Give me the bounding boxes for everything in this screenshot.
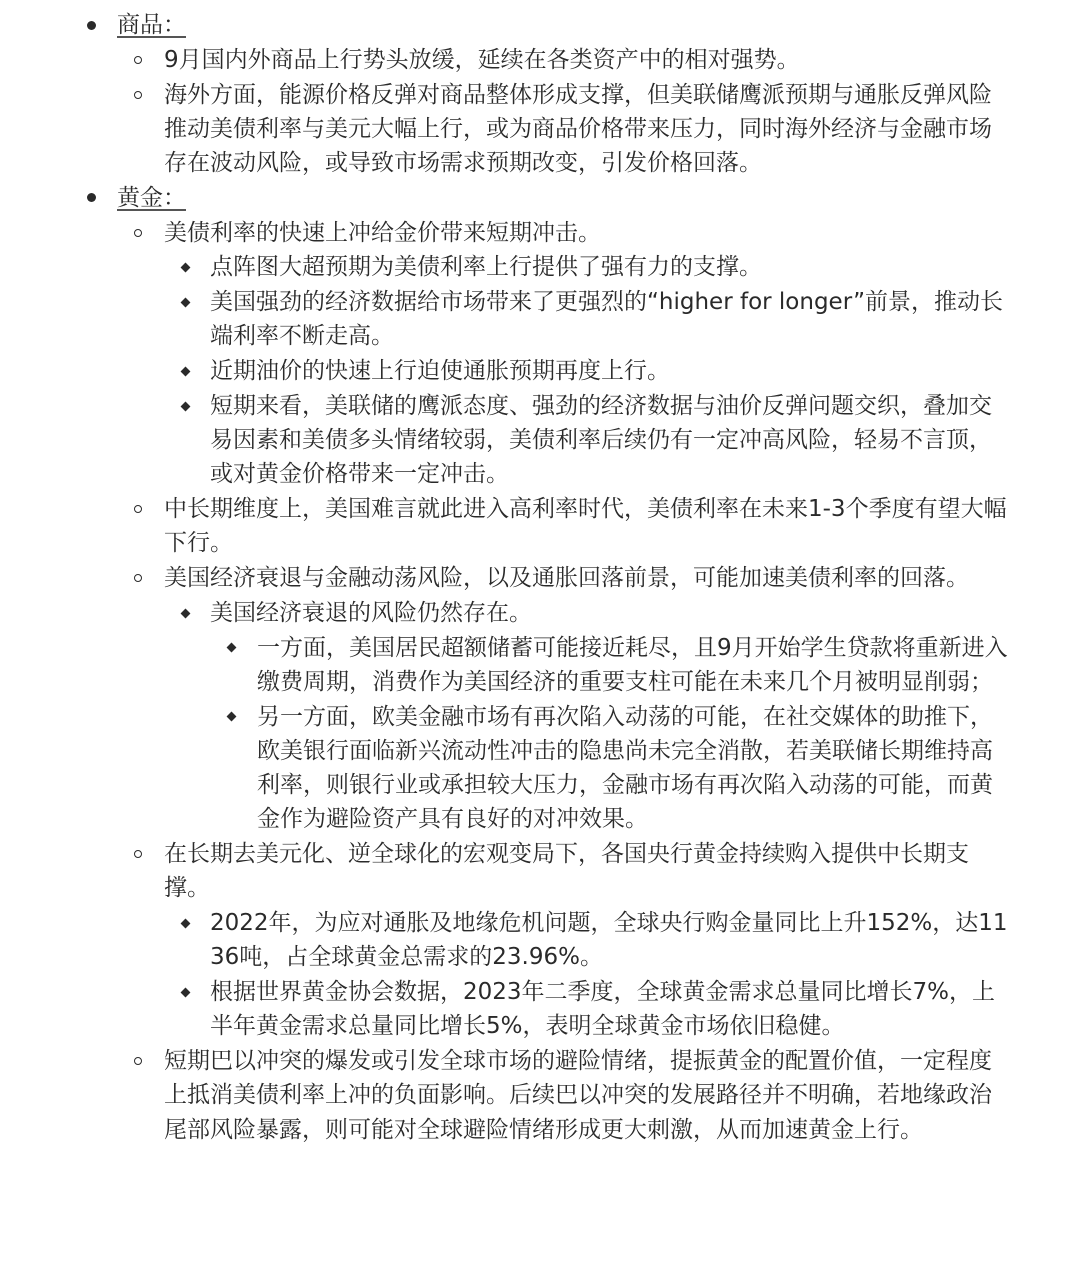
bullet-diamond-icon bbox=[175, 906, 195, 940]
bullet-diamond-icon bbox=[175, 250, 195, 284]
list-item bbox=[0, 906, 1080, 974]
list-item-text: 海外方面，能源价格反弹对商品整体形成支撑，但美联储鹰派预期与通胀反弹风险推动美债利率与美元大幅上行，或为商品价格带来压力，同时海外经济与金融市场存在波动风险，或导致市场需求预期改变，引发价格回落。 bbox=[164, 81, 992, 176]
list-item bbox=[0, 285, 1080, 353]
bullet-diamond-icon bbox=[175, 596, 195, 630]
bullet-circle-icon bbox=[128, 216, 148, 250]
bullet-circle-icon bbox=[128, 561, 148, 595]
list-item bbox=[0, 216, 1080, 250]
bullet-circle-icon bbox=[128, 837, 148, 871]
list-item bbox=[0, 389, 1080, 492]
bullet-dot-icon bbox=[81, 181, 101, 215]
section-heading-gold bbox=[0, 181, 1080, 215]
list-item bbox=[0, 837, 1080, 905]
list-item bbox=[0, 250, 1080, 284]
bullet-dot-icon bbox=[81, 8, 101, 42]
list-item bbox=[0, 354, 1080, 388]
list-item-text: 美国经济衰退的风险仍然存在。 bbox=[210, 599, 532, 626]
list-item bbox=[0, 596, 1080, 630]
bullet-diamond-icon bbox=[221, 700, 241, 734]
bullet-diamond-icon bbox=[175, 389, 195, 423]
list-item-text: 美国经济衰退与金融动荡风险，以及通胀回落前景，可能加速美债利率的回落。 bbox=[164, 565, 969, 592]
section-heading-commodities bbox=[0, 8, 1080, 42]
bullet-circle-icon bbox=[128, 78, 148, 112]
bullet-circle-icon bbox=[128, 1044, 148, 1078]
list-item-text: 2022年，为应对通胀及地缘危机问题，全球央行购金量同比上升152%，达1136吨，占全球黄金总需求的23.96%。 bbox=[210, 910, 1008, 971]
bullet-diamond-icon bbox=[221, 631, 241, 665]
bullet-diamond-icon bbox=[175, 354, 195, 388]
list-item bbox=[0, 43, 1080, 77]
list-item bbox=[0, 78, 1080, 181]
bullet-diamond-icon bbox=[175, 975, 195, 1009]
list-item-text: 中长期维度上，美国难言就此进入高利率时代，美债利率在未来1-3个季度有望大幅下行。 bbox=[164, 496, 1007, 557]
list-item-text: 在长期去美元化、逆全球化的宏观变局下，各国央行黄金持续购入提供中长期支撑。 bbox=[164, 841, 969, 902]
list-item bbox=[0, 700, 1080, 837]
list-item-text: 近期油价的快速上行迫使通胀预期再度上行。 bbox=[210, 358, 670, 385]
list-item bbox=[0, 561, 1080, 595]
list-item bbox=[0, 1044, 1080, 1147]
list-item-text: 美债利率的快速上冲给金价带来短期冲击。 bbox=[164, 219, 601, 246]
bullet-circle-icon bbox=[128, 43, 148, 77]
list-item-text: 点阵图大超预期为美债利率上行提供了强有力的支撑。 bbox=[210, 254, 762, 281]
list-item-text: 一方面，美国居民超额储蓄可能接近耗尽，且9月开始学生贷款将重新进入缴费周期，消费作为美国经济的重要支柱可能在未来几个月被明显削弱； bbox=[257, 634, 1008, 695]
heading-text: 商品： bbox=[117, 12, 186, 38]
list-item bbox=[0, 631, 1080, 699]
list-item-text: 另一方面，欧美金融市场有再次陷入动荡的可能，在社交媒体的助推下，欧美银行面临新兴流动性冲击的隐患尚未完全消散，若美联储长期维持高利率，则银行业或承担较大压力，金融市场有再次陷入动荡的可能，而黄金作为避险资产具有良好的对冲效果。 bbox=[257, 703, 993, 833]
bullet-circle-icon bbox=[128, 492, 148, 526]
document-body bbox=[0, 8, 1080, 1147]
list-item-text: 短期巴以冲突的爆发或引发全球市场的避险情绪，提振黄金的配置价值，一定程度上抵消美债利率上冲的负面影响。后续巴以冲突的发展路径并不明确，若地缘政治尾部风险暴露，则可能对全球避险情绪形成更大刺激，从而加速黄金上行。 bbox=[164, 1048, 992, 1143]
list-item-text: 短期来看，美联储的鹰派态度、强劲的经济数据与油价反弹问题交织，叠加交易因素和美债多头情绪较弱，美债利率后续仍有一定冲高风险，轻易不言顶，或对黄金价格带来一定冲击。 bbox=[210, 392, 992, 488]
list-item-text: 美国强劲的经济数据给市场带来了更强烈的“higher for longer”前景，推动长端利率不断走高。 bbox=[210, 289, 1004, 350]
list-item-text: 9月国内外商品上行势头放缓，延续在各类资产中的相对强势。 bbox=[164, 46, 800, 73]
list-item-text: 根据世界黄金协会数据，2023年二季度，全球黄金需求总量同比增长7%，上半年黄金需求总量同比增长5%，表明全球黄金市场依旧稳健。 bbox=[210, 979, 996, 1040]
bullet-diamond-icon bbox=[175, 285, 195, 319]
list-item bbox=[0, 492, 1080, 560]
heading-text: 黄金： bbox=[117, 184, 186, 211]
list-item bbox=[0, 975, 1080, 1043]
